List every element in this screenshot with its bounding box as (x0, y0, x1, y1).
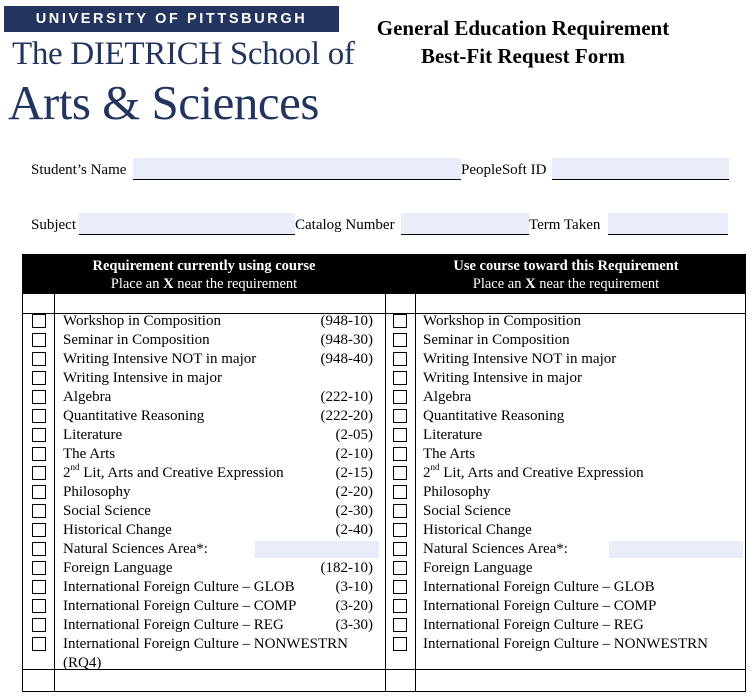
current-requirement-label: Literature (63, 427, 123, 443)
target-requirement-checkbox[interactable] (393, 428, 407, 442)
target-requirement-checkbox[interactable] (393, 523, 407, 537)
ordinal-number: 2 (423, 465, 431, 481)
target-requirement-checkbox[interactable] (393, 561, 407, 575)
university-banner: UNIVERSITY OF PITTSBURGH (4, 6, 339, 32)
current-requirement-checkbox[interactable] (32, 599, 46, 613)
current-requirement-label: International Foreign Culture – NONWESTRN (63, 636, 348, 652)
target-requirement-label: Quantitative Reasoning (423, 408, 565, 424)
ordinal-number: 2 (63, 465, 71, 481)
course-code: (948-30) (320, 332, 373, 348)
current-requirement-checkbox[interactable] (32, 542, 46, 556)
ordinal-suffix: nd (430, 462, 440, 472)
table-row (23, 331, 745, 350)
target-requirement-checkbox[interactable] (393, 447, 407, 461)
current-requirement-checkbox[interactable] (32, 352, 46, 366)
current-requirement-checkbox[interactable] (32, 333, 46, 347)
table-row (23, 312, 745, 331)
table-row (23, 540, 745, 559)
school-name-line2: Arts & Sciences (8, 75, 319, 130)
left-header-sub-post: near the requirement (173, 276, 298, 292)
label-text: Lit, Arts and Creative Expression (83, 465, 284, 481)
current-requirement-label: Social Science (63, 503, 151, 519)
current-requirement-label: Philosophy (63, 484, 131, 500)
target-requirement-label: Natural Sciences Area*: (423, 541, 568, 557)
target-requirement-checkbox[interactable] (393, 352, 407, 366)
table-row (23, 635, 745, 654)
form-title-line2: Best-Fit Request Form (420, 44, 626, 68)
current-requirement-label (63, 464, 284, 483)
school-name-line1: The DIETRICH School of (12, 36, 355, 72)
course-code: (2-40) (335, 522, 373, 538)
target-requirement-checkbox[interactable] (393, 599, 407, 613)
left-column-header (23, 255, 385, 294)
current-requirement-checkbox[interactable] (32, 561, 46, 575)
peoplesoft-id-label: PeopleSoft ID (461, 162, 547, 178)
course-code: (948-40) (320, 351, 373, 367)
current-requirement-label: International Foreign Culture – REG (63, 617, 284, 633)
target-requirement-label: International Foreign Culture – GLOB (423, 579, 655, 595)
target-requirement-label: Writing Intensive NOT in major (423, 351, 617, 367)
current-requirement-label: Seminar in Composition (63, 332, 210, 348)
right-header-title: Use course toward this Requirement (453, 258, 679, 274)
current-requirement-checkbox[interactable] (32, 428, 46, 442)
table-row (23, 464, 745, 483)
form-title (348, 14, 698, 70)
current-requirement-label: International Foreign Culture – COMP (63, 598, 297, 614)
course-code: (222-20) (320, 408, 373, 424)
course-code: (948-10) (320, 313, 373, 329)
table-row (23, 559, 745, 578)
target-requirement-label: Writing Intensive in major (423, 370, 582, 386)
course-code: (2-05) (335, 427, 373, 443)
current-requirement-label: Historical Change (63, 522, 172, 538)
current-requirement-label: Algebra (63, 389, 112, 405)
current-requirement-checkbox[interactable] (32, 618, 46, 632)
table-row (23, 426, 745, 445)
current-requirement-checkbox[interactable] (32, 523, 46, 537)
target-requirement-label: The Arts (423, 446, 476, 462)
current-requirement-checkbox[interactable] (32, 371, 46, 385)
term-taken-label: Term Taken (529, 217, 601, 233)
current-requirement-checkbox[interactable] (32, 580, 46, 594)
target-requirement-checkbox[interactable] (393, 333, 407, 347)
requirement-table (22, 254, 746, 692)
target-requirement-checkbox[interactable] (393, 390, 407, 404)
right-column-header (385, 255, 747, 294)
requirement-code-rq4: (RQ4) (63, 655, 102, 671)
target-requirement-label: Social Science (423, 503, 511, 519)
student-name-label: Student’s Name (31, 162, 127, 178)
natural-sciences-area-field[interactable] (609, 541, 743, 558)
right-header-sub-x: X (525, 276, 536, 292)
target-requirement-label: Historical Change (423, 522, 532, 538)
target-requirement-checkbox[interactable] (393, 485, 407, 499)
student-name-field[interactable] (133, 158, 461, 180)
right-header-instruction (385, 275, 747, 293)
natural-sciences-area-field[interactable] (255, 541, 379, 558)
table-row (23, 407, 745, 426)
course-code: (2-20) (335, 484, 373, 500)
current-requirement-label: International Foreign Culture – GLOB (63, 579, 295, 595)
catalog-number-label: Catalog Number (295, 217, 395, 233)
course-code: (2-30) (335, 503, 373, 519)
target-requirement-label: Foreign Language (423, 560, 533, 576)
target-requirement-checkbox[interactable] (393, 542, 407, 556)
target-requirement-checkbox[interactable] (393, 371, 407, 385)
target-requirement-checkbox[interactable] (393, 466, 407, 480)
target-requirement-label: Literature (423, 427, 483, 443)
current-requirement-label: Writing Intensive NOT in major (63, 351, 257, 367)
target-requirement-checkbox[interactable] (393, 314, 407, 328)
target-requirement-checkbox[interactable] (393, 580, 407, 594)
grid-hline (23, 669, 745, 670)
target-requirement-checkbox[interactable] (393, 409, 407, 423)
current-requirement-checkbox[interactable] (32, 390, 46, 404)
table-row (23, 445, 745, 464)
right-header-sub-post: near the requirement (535, 276, 660, 292)
target-requirement-label (423, 464, 644, 483)
left-header-sub-pre: Place an (110, 276, 164, 292)
table-row (23, 521, 745, 540)
label-text: Lit, Arts and Creative Expression (443, 465, 644, 481)
target-requirement-checkbox[interactable] (393, 504, 407, 518)
table-header (23, 255, 745, 294)
current-requirement-checkbox[interactable] (32, 409, 46, 423)
target-requirement-label: International Foreign Culture – REG (423, 617, 644, 633)
left-header-instruction (23, 275, 385, 293)
table-row (23, 350, 745, 369)
target-requirement-label: Workshop in Composition (423, 313, 581, 329)
course-code: (3-10) (335, 579, 373, 595)
table-row (23, 369, 745, 388)
ordinal-suffix: nd (70, 462, 80, 472)
course-code: (182-10) (320, 560, 373, 576)
subject-label: Subject (31, 217, 76, 233)
target-requirement-label: Algebra (423, 389, 472, 405)
term-taken-field[interactable] (608, 213, 728, 235)
current-requirement-checkbox[interactable] (32, 466, 46, 480)
current-requirement-checkbox[interactable] (32, 447, 46, 461)
left-header-sub-x: X (163, 276, 174, 292)
table-row (23, 578, 745, 597)
course-code: (3-30) (335, 617, 373, 633)
current-requirement-label: The Arts (63, 446, 116, 462)
table-row (23, 483, 745, 502)
current-requirement-checkbox[interactable] (32, 637, 46, 651)
target-requirement-label: Seminar in Composition (423, 332, 570, 348)
current-requirement-label: Natural Sciences Area*: (63, 541, 208, 557)
target-requirement-checkbox[interactable] (393, 618, 407, 632)
school-logo (0, 0, 373, 148)
peoplesoft-id-field[interactable] (552, 158, 729, 180)
current-requirement-label: Quantitative Reasoning (63, 408, 205, 424)
left-header-title: Requirement currently using course (92, 258, 316, 274)
form-title-line1: General Education Requirement (376, 16, 670, 40)
course-code: (222-10) (320, 389, 373, 405)
subject-field[interactable] (79, 213, 295, 235)
current-requirement-label: Workshop in Composition (63, 313, 221, 329)
target-requirement-label: Philosophy (423, 484, 491, 500)
table-row (23, 597, 745, 616)
current-requirement-label: Foreign Language (63, 560, 173, 576)
current-requirement-checkbox[interactable] (32, 485, 46, 499)
target-requirement-label: International Foreign Culture – NONWESTRN (423, 636, 708, 652)
right-header-sub-pre: Place an (472, 276, 526, 292)
course-code: (2-15) (335, 465, 373, 481)
course-code: (2-10) (335, 446, 373, 462)
course-code: (3-20) (335, 598, 373, 614)
table-row (23, 502, 745, 521)
table-row (23, 388, 745, 407)
current-requirement-checkbox[interactable] (32, 314, 46, 328)
target-requirement-label: International Foreign Culture – COMP (423, 598, 657, 614)
target-requirement-checkbox[interactable] (393, 637, 407, 651)
catalog-number-field[interactable] (401, 213, 529, 235)
table-row (23, 616, 745, 635)
current-requirement-label: Writing Intensive in major (63, 370, 222, 386)
current-requirement-checkbox[interactable] (32, 504, 46, 518)
